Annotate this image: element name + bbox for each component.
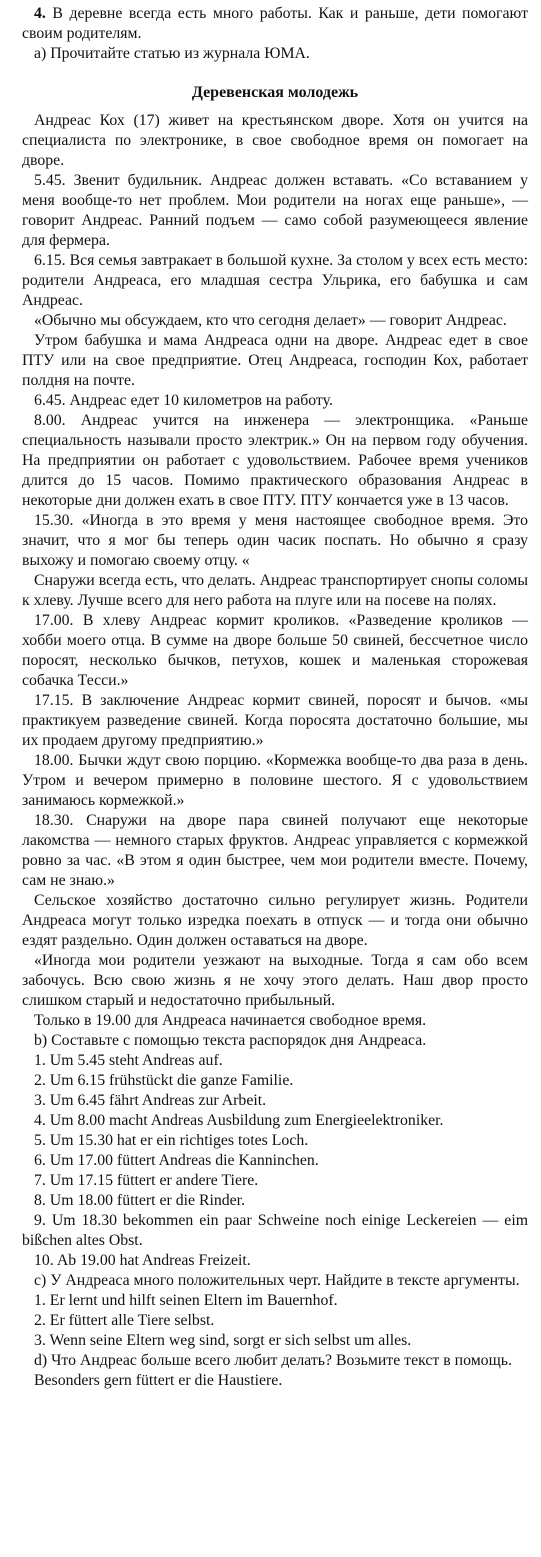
article-paragraph: 17.00. В хлеву Андреас кормит кроликов. «Разведение кроликов — хобби моего отца. В сумме на дворе больше 50 свиней, бессчетное число поросят, несколько бычков, петухов, кошек и маленькая сторожевая собачка Тесси.» bbox=[22, 612, 528, 689]
article-body bbox=[22, 111, 528, 1031]
argument-item: 3. Wenn seine Eltern weg sind, sorgt er sich selbst um alles. bbox=[34, 1332, 412, 1349]
task-4-intro bbox=[22, 4, 528, 44]
schedule-item: 6. Um 17.00 füttert Andreas die Kanninchen. bbox=[34, 1152, 319, 1169]
schedule-item: 4. Um 8.00 macht Andreas Ausbildung zum Energieelektroniker. bbox=[34, 1112, 444, 1129]
schedule-item: 1. Um 5.45 steht Andreas auf. bbox=[34, 1052, 223, 1069]
schedule-item: 3. Um 6.45 fährt Andreas zur Arbeit. bbox=[34, 1092, 267, 1109]
article-paragraph: 6.45. Андреас едет 10 километров на работу. bbox=[34, 392, 333, 409]
schedule-item: 9. Um 18.30 bekommen ein paar Schweine noch einige Leckereien — eim bißchen altes Obst. bbox=[22, 1212, 528, 1249]
article-paragraph: 17.15. В заключение Андреас кормит свиней, поросят и бычов. «мы практикуем разведение свиней. Когда поросята достаточно большие, мы их продаем другому предприятию.» bbox=[22, 692, 528, 749]
article-paragraph: Только в 19.00 для Андреаса начинается свободное время. bbox=[34, 1012, 427, 1029]
article-paragraph: «Обычно мы обсуждаем, кто что сегодня делает» — говорит Андреас. bbox=[34, 312, 507, 329]
argument-item: 2. Er füttert alle Tiere selbst. bbox=[34, 1312, 215, 1329]
article-paragraph: 8.00. Андреас учится на инженера — электронщика. «Раньше специальность называли просто электрик.» Он на первом году обучения. На предприятии он работает с удовольствием. Рабочее время учеников длится до 15 часов. Помимо практического образования Андреас в некоторые дни должен ехать в свое ПТУ. ПТУ кончается уже в 13 часов. bbox=[22, 412, 528, 509]
schedule-item: 2. Um 6.15 frühstückt die ganze Familie. bbox=[34, 1072, 294, 1089]
article-paragraph: 18.30. Снаружи на дворе пара свиней получают еще некоторые лакомства — немного старых фруктов. Андреас управляется с кормежкой ровно за час. «В этом я один быстрее, чем мои родители вместе. Почему, сам не знаю.» bbox=[22, 812, 528, 889]
task-4-text: В деревне всегда есть много работы. Как и раньше, дети помогают своим родителям. bbox=[22, 5, 528, 42]
task-d-prompt: d) Что Андреас больше всего любит делать? Возьмите текст в помощь. bbox=[34, 1352, 512, 1369]
task-c-prompt: c) У Андреаса много положительных черт. Найдите в тексте аргументы. bbox=[34, 1272, 520, 1289]
article-paragraph: «Иногда мои родители уезжают на выходные. Тогда я сам обо всем забочусь. Всю свою жизнь я не хочу этого делать. Наш двор просто слишком старый и недостаточно прибыльный. bbox=[22, 952, 528, 1009]
task-d-section bbox=[22, 1351, 528, 1391]
article-paragraph: 6.15. Вся семья завтракает в большой кухне. За столом у всех есть место: родители Андреаса, его младшая сестра Ульрика, его бабушка и сам Андреас. bbox=[22, 252, 528, 309]
task-d-answer: Besonders gern füttert er die Haustiere. bbox=[34, 1372, 283, 1389]
schedule-item: 8. Um 18.00 füttert er die Rinder. bbox=[34, 1192, 246, 1209]
schedule-item: 10. Ab 19.00 hat Andreas Freizeit. bbox=[34, 1252, 251, 1269]
article-paragraph: Утром бабушка и мама Андреаса одни на дворе. Андреас едет в свое ПТУ или на свое предприятие. Отец Андреаса, господин Кох, работает полдня на почте. bbox=[22, 332, 528, 389]
article-title: Деревенская молодежь bbox=[191, 84, 359, 101]
argument-item: 1. Er lernt und hilft seinen Eltern im Bauernhof. bbox=[34, 1292, 338, 1309]
article-paragraph: Сельское хозяйство достаточно сильно регулирует жизнь. Родители Андреаса могут только изредка поехать в отпуск — и тогда они обычно ездят раздельно. Один должен оставаться на дворе. bbox=[22, 892, 528, 949]
schedule-item: 7. Um 17.15 füttert er andere Tiere. bbox=[34, 1172, 259, 1189]
article-paragraph: Андреас Кох (17) живет на крестьянском дворе. Хотя он учится на специалиста по электронике, в свое свободное время он помогает на дворе. bbox=[22, 112, 528, 169]
task-b-prompt: b) Составьте с помощью текста распорядок дня Андреаса. bbox=[34, 1032, 427, 1049]
task-number: 4. bbox=[34, 5, 46, 22]
article-paragraph: 18.00. Бычки ждут свою порцию. «Кормежка вообще-то два раза в день. Утром и вечером примерно в половине шестого. Я с удовольствием занимаюсь кормежкой.» bbox=[22, 752, 528, 809]
task-c-section bbox=[22, 1271, 528, 1351]
task-4a-instruction: а) Прочитайте статью из журнала ЮМА. bbox=[34, 45, 310, 62]
article-paragraph: 15.30. «Иногда в это время у меня настоящее свободное время. Это значит, что я мог бы теперь один часик поспать. Но обычно я сразу выхожу и помогаю своему отцу. « bbox=[22, 512, 528, 569]
task-b-section bbox=[22, 1031, 528, 1271]
schedule-item: 5. Um 15.30 hat er ein richtiges totes Loch. bbox=[34, 1132, 309, 1149]
article-paragraph: Снаружи всегда есть, что делать. Андреас транспортирует снопы соломы к хлеву. Лучше всего для него работа на плуге или на посеве на полях. bbox=[22, 572, 528, 609]
article-paragraph: 5.45. Звенит будильник. Андреас должен вставать. «Со вставанием у меня вообще-то нет проблем. Мои родители на ногах еще раньше», — говорит Андреас. Ранний подъем — само собой разумеющееся явление для фермера. bbox=[22, 172, 528, 249]
